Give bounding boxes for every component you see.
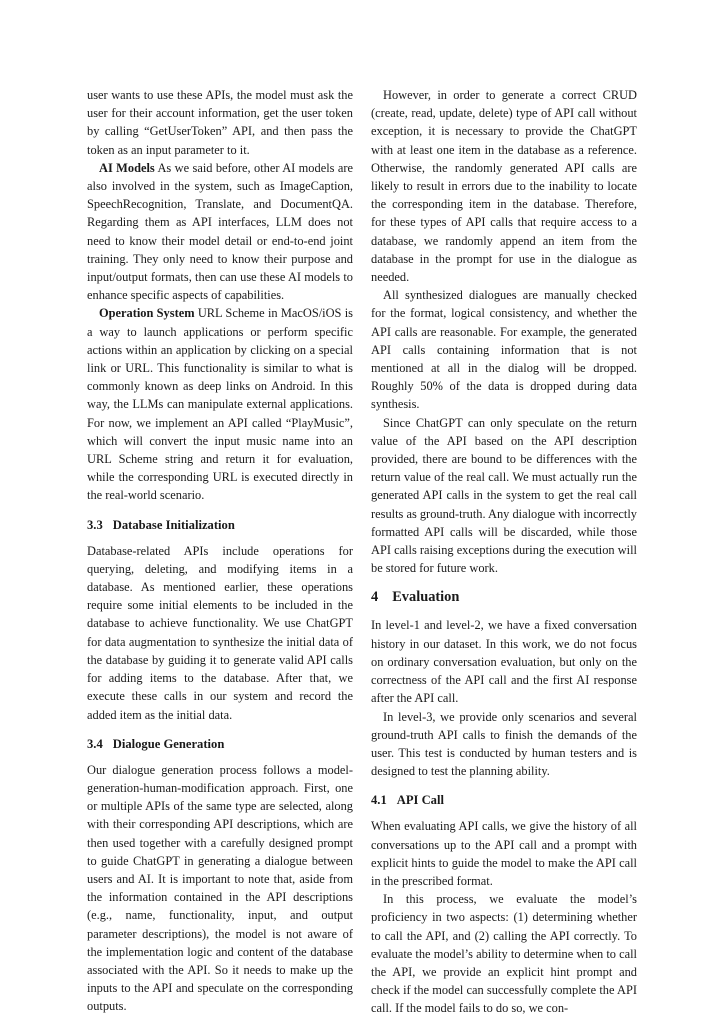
paragraph: user wants to use these APIs, the model must ask the user for their account information, get the user token by calling “GetUserToken” API, and then pass the token as an input parameter to it. [87,88,353,157]
run-in-heading: AI Models [99,160,155,175]
section-heading-4-1 [371,791,637,809]
section-title: Database Initialization [112,517,235,532]
paragraph-text: As we said before, other AI models are also involved in the system, such as ImageCaption, SpeechRecognition, Translate, and DocumentQA. Regarding them as API interfaces, LLM does not need to know their model detail or end-to-end joint training. They only need to know their purpose and input/output formats, then can use these AI models to enhance specific aspects of capabilities. [87,160,353,303]
paragraph: However, in order to generate a correct CRUD (create, read, update, delete) type of API call without exception, it is necessary to provide the ChatGPT with at least one item in the database as a reference. Otherwise, the randomly generated API calls are likely to result in errors due to the inability to locate the corresponding item in the database. Therefore, for these types of API calls that require access to a database, we randomly append an item from the database in the prompt for use in the dialogue as needed. [371,88,637,285]
paragraph: Since ChatGPT can only speculate on the return value of the API based on the API description provided, there are bound to be differences with the return value of the real call. We must actually run the generated API calls in the system to get the real call results as ground-truth. Any dialogue with incorrectly formatted API calls will be discarded, while those API calls raising exceptions during the execution will be stored for future work. [371,415,637,576]
paragraph: All synthesized dialogues are manually checked for the format, logical consistency, and whether the API calls are reasonable. For example, the generated API calls containing information that is not mentioned at all in the dialog will be dropped. Roughly 50% of the data is dropped during data synthesis. [371,288,637,412]
section-title: Dialogue Generation [112,736,225,751]
section-heading-3-3 [87,516,353,534]
run-in-heading: Operation System [99,306,195,321]
paragraph-operation-system [87,304,353,504]
section-number: 3.4 [87,736,103,751]
paragraph: When evaluating API calls, we give the history of all conversations up to the API call and a prompt with explicit hints to guide the model to make the API call in the prescribed format. [371,819,637,888]
section-title: Evaluation [392,589,460,606]
paragraph: Our dialogue generation process follows a model-generation-human-modification approach. First, one or multiple APIs of the same type are selected, along with their corresponding API descriptions, which are then used together with a carefully designed prompt to guide ChatGPT in generating a dialogue between users and AI. It is important to note that, aside from the information contained in the API descriptions (e.g., name, functionality, input, and output parameter descriptions), the model is not aware of the implementation logic and content of the database associated with the API. So it needs to make up the inputs to the API and speculate on the corresponding outputs. [87,762,353,1014]
paragraph: In this process, we evaluate the model’s proficiency in two aspects: (1) determining whether to call the API, and (2) calling the API correctly. To evaluate the model’s ability to determine when to call the API, we provide an explicit hint prompt and check if the model can successfully complete the API call. If the model fails to do so, we con- [371,892,637,1016]
paragraph-ai-models [87,159,353,305]
paragraph: Database-related APIs include operations for querying, deleting, and modifying items in a database. As mentioned earlier, these operations require some initial elements to be included in the database to achieve functionality. We use ChatGPT for data augmentation to synthesize the initial data of the database by guiding it to generate valid API calls for adding items to the database. After that, we execute these calls in our system and record the added item as the initial data. [87,543,353,722]
section-number: 3.3 [87,517,103,532]
paragraph: In level-1 and level-2, we have a fixed conversation history in our dataset. In this work, we do not focus on ordinary conversation evaluation, but only on the correctness of the API call and the first AI response after the API call. [371,618,637,706]
left-column [87,86,353,1016]
paragraph-text: URL Scheme in MacOS/iOS is a way to launch applications or perform specific actions within an application by clicking on a special link or URL. This functionality is similar to what is commonly known as deep links on Android. In this way, the LLMs can manipulate external applications. For now, we implement an API called “PlayMusic”, which will convert the input music name into an URL Scheme string and return it for evaluation, while the corresponding URL is executed directly in the real-world scenario. [87,306,353,503]
section-heading-3-4 [87,735,353,753]
section-number: 4.1 [371,793,387,808]
right-column [371,86,637,1018]
section-number: 4 [371,589,379,606]
section-title: API Call [396,793,444,808]
section-heading-4 [371,587,637,607]
paragraph: In level-3, we provide only scenarios and several ground-truth API calls to finish the demands of the user. This test is conducted by human testers and is designed to test the planning ability. [371,709,637,779]
